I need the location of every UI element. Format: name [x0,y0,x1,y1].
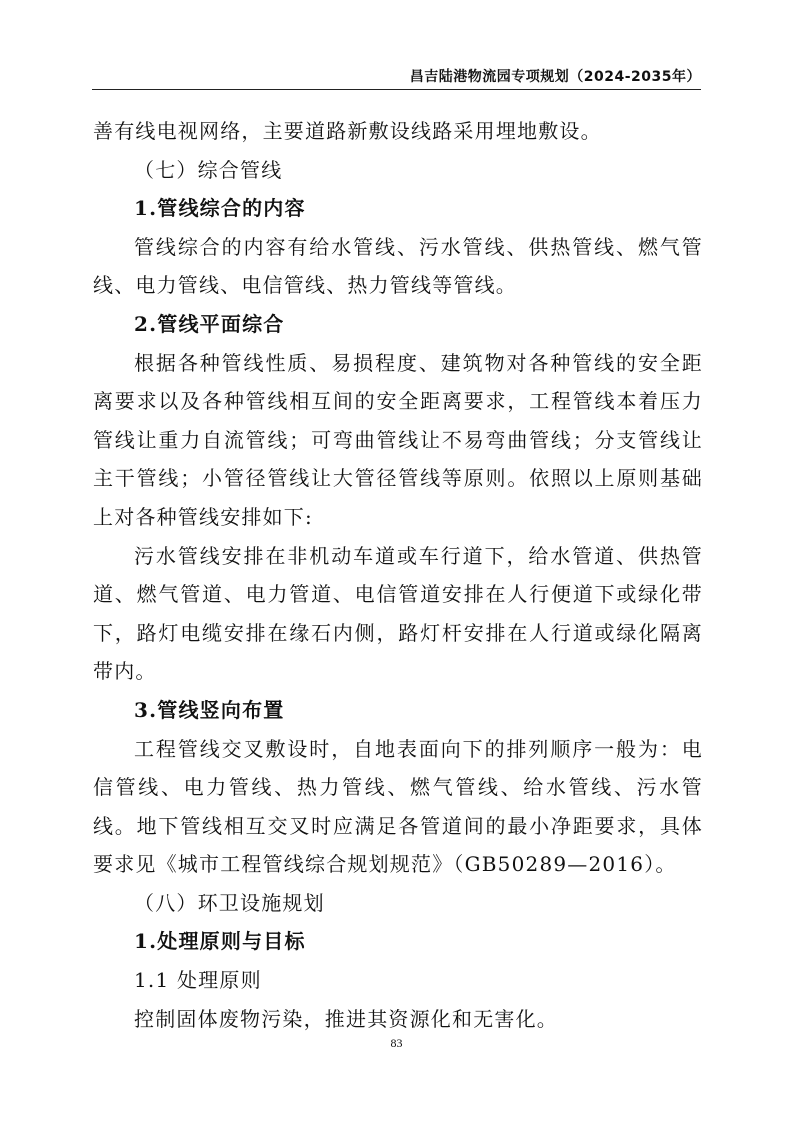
section-heading-8: （八）环卫设施规划 [134,890,325,915]
paragraph-pipeline-content: 管线综合的内容有给水管线、污水管线、供热管线、燃气管线、电力管线、电信管线、热力管线等管线。 [93,234,703,298]
paragraph-continuation: 善有线电视网络，主要道路新敷设线路采用埋地敷设。 [93,119,602,143]
paragraph-pipeline-plane-arrangement: 污水管线安排在非机动车道或车行道下，给水管道、供热管道、燃气管道、电力管道、电信管道安排在人行便道下或绿化带下，路灯电缆安排在缘石内侧，路灯杆安排在人行道或绿化隔离带内。 [93,543,703,684]
page-number: 83 [390,1036,403,1050]
paragraph-pipeline-vertical: 工程管线交叉敷设时，自地表面向下的排列顺序一般为：电信管线、电力管线、热力管线、燃气管线、给水管线、污水管线。地下管线相互交叉时应满足各管道间的最小净距要求，具体要求见《城市工程管线综合规划规范》（GB50289—2016）。 [93,736,703,877]
header-rule [92,89,701,90]
running-header: 昌吉陆港物流园专项规划（2024-2035年） [409,69,701,85]
paragraph-pipeline-plane-principles: 根据各种管线性质、易损程度、建筑物对各种管线的安全距离要求以及各种管线相互间的安全距离要求，工程管线本着压力管线让重力自流管线；可弯曲管线让不易弯曲管线；分支管线让主干管线；小管径管线让大管径管线等原则。依照以上原则基础上对各种管线安排如下: [93,350,703,529]
heading-pipeline-content: 1.管线综合的内容 [134,196,306,221]
page-body [93,112,703,1038]
heading-principles-goals: 1.处理原则与目标 [134,929,306,954]
section-heading-7: （七）综合管线 [134,157,283,182]
subheading-principles: 1.1 处理原则 [134,968,262,993]
heading-pipeline-plane: 2.管线平面综合 [134,311,285,336]
heading-pipeline-vertical: 3.管线竖向布置 [134,697,285,722]
paragraph-principles: 控制固体废物污染，推进其资源化和无害化。 [134,1006,558,1031]
